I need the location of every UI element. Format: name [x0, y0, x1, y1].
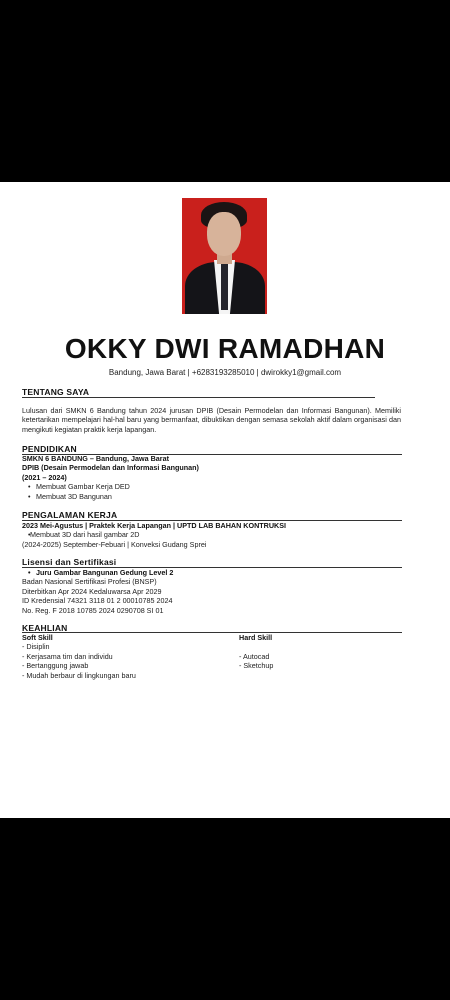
education-school: SMKN 6 BANDUNG – Bandung, Jawa Barat	[22, 454, 169, 463]
license-title: Lisensi dan Sertifikasi	[22, 557, 117, 567]
skills-title: KEAHLIAN	[22, 623, 68, 633]
hard-skill-title: Hard Skill	[239, 633, 273, 642]
soft-skills-block	[22, 633, 136, 680]
hard-skill-item: - Autocad	[239, 651, 270, 661]
contact-info: Bandung, Jawa Barat | +6283193285010 | dwirokky1@gmail.com	[108, 368, 342, 377]
license-line: No. Reg. F 2018 10785 2024 0290708 SI 01	[22, 605, 164, 615]
resume-page	[0, 182, 450, 818]
hard-skills-block	[239, 633, 273, 671]
soft-skill-item: - Disiplin	[22, 642, 50, 652]
experience-title: PENGALAMAN KERJA	[22, 510, 118, 520]
education-title: PENDIDIKAN	[22, 444, 77, 454]
education-major: DPIB (Desain Permodelan dan Informasi Bangunan)	[22, 463, 199, 473]
education-years: (2021 – 2024)	[22, 472, 67, 482]
license-line: ID Kredensial 74321 3118 01 2 00010785 2024	[22, 596, 173, 606]
soft-skill-item: - Kerjasama tim dan individu	[22, 651, 113, 661]
license-line: Diterbitkan Apr 2024 Kedaluwarsa Apr 2029	[22, 586, 162, 596]
soft-skill-title: Soft Skill	[22, 633, 53, 642]
experience-block	[22, 521, 286, 549]
education-item: • Membuat 3D Bangunan	[22, 492, 199, 501]
education-block	[22, 454, 199, 501]
experience-bullet: • Membuat 3D dari hasil gambar 2D	[22, 530, 286, 539]
experience-line: (2024-2025) September-Febuari | Konveksi Gudang Sprei	[22, 539, 207, 549]
soft-skill-item: - Bertanggung jawab	[22, 661, 89, 671]
about-divider	[22, 397, 375, 398]
about-text: Lulusan dari SMKN 6 Bandung tahun 2024 jurusan DPIB (Desain Permodelan dan Informasi Bangunan). Memiliki ketertarikan mempelajari hal-hal baru yang bermanfaat, dibuktikan dengan semasa sekolah aktif dalam organisasi dan mengikuti kegiatan praktik kerja lapangan.	[22, 406, 401, 434]
resume-name: OKKY DWI RAMADHAN	[64, 333, 386, 364]
education-item: • Membuat Gambar Kerja DED	[22, 482, 199, 491]
about-title: TENTANG SAYA	[22, 387, 90, 397]
experience-headline: 2023 Mei-Agustus | Praktek Kerja Lapangan | UPTD LAB BAHAN KONTRUKSI	[22, 521, 287, 530]
license-block	[22, 568, 173, 615]
license-headline: • Juru Gambar Bangunan Gedung Level 2	[22, 568, 173, 577]
hard-skill-item: - Sketchup	[239, 661, 274, 671]
soft-skill-item: - Mudah berbaur di lingkungan baru	[22, 670, 136, 680]
profile-photo	[182, 198, 267, 314]
license-line: Badan Nasional Sertifikasi Profesi (BNSP)	[22, 577, 157, 587]
